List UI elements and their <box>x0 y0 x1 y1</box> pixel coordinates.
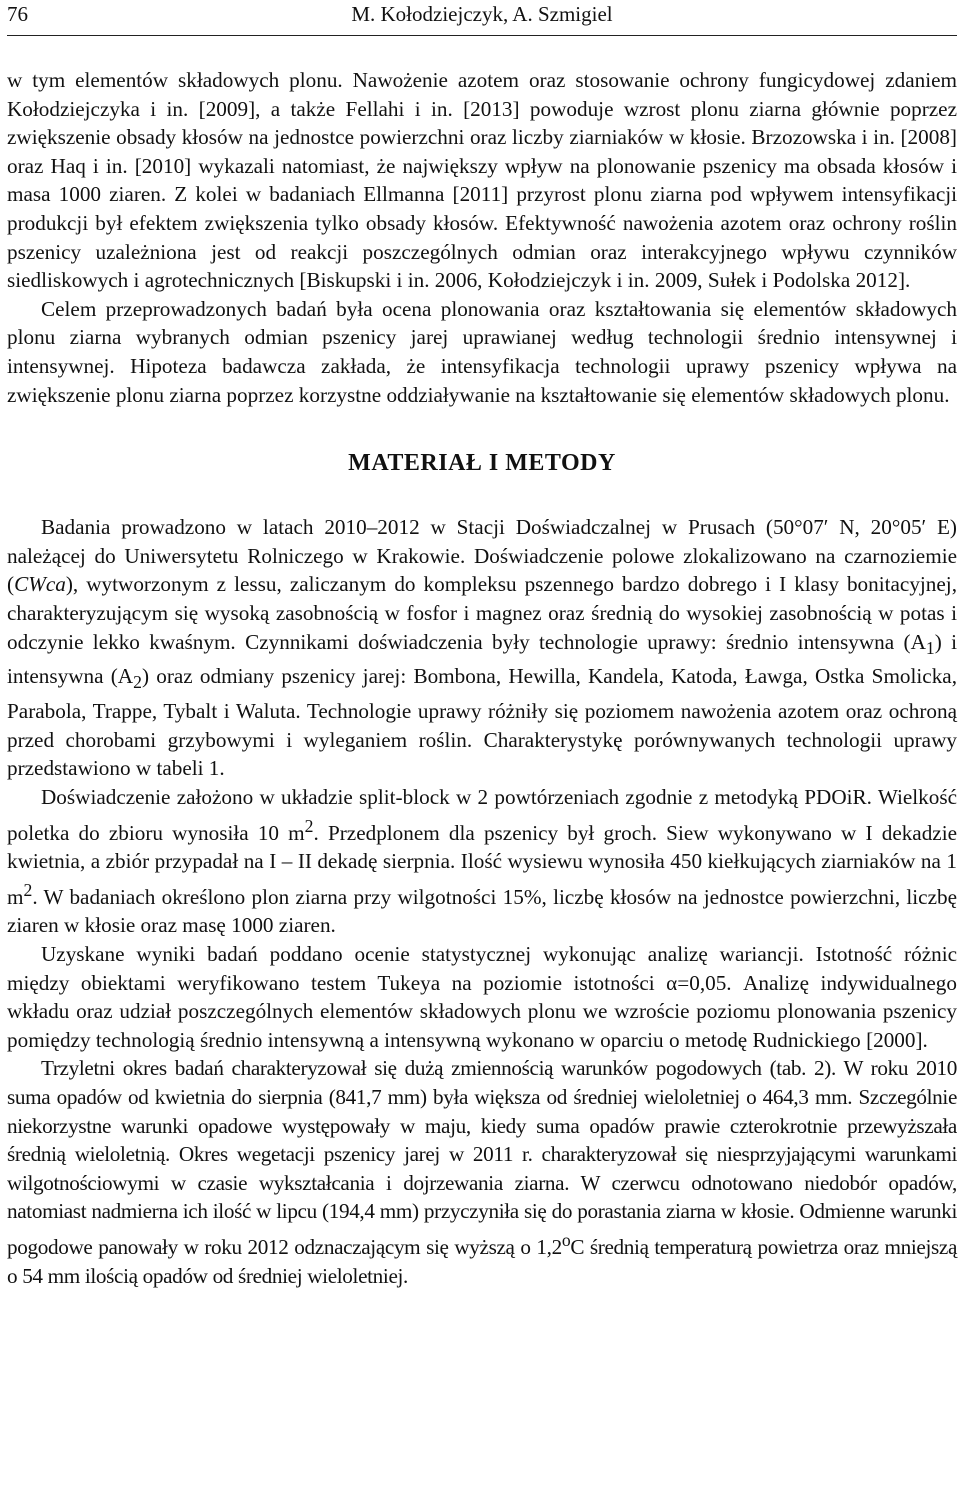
section-heading-methods: MATERIAŁ I METODY <box>348 450 616 477</box>
methods-p4-text-b: C średnią temperaturą powietrza oraz mniejszą o 54 mm ilością opadów od średniej wieloletniej. <box>7 1235 957 1288</box>
methods-p1-text-d: ) oraz odmiany pszenicy jarej: Bombona, Hewilla, Kandela, Katoda, Ławga, Ostka Smolicka, Parabola, Trappe, Tybalt i Waluta. Technologie uprawy różniły się poziomem nawożenia azotem oraz ochroną przed chorobami grzybowymi i wyleganiem roślin. Charakterystykę porównywanych technologii uprawy przedstawiono w tabeli 1. <box>7 664 958 781</box>
methods-p2-text-c: . W badaniach określono plon ziarna przy wilgotności 15%, liczbę kłosów na jednostce powierzchni, liczbę ziaren w kłosie oraz masę 1000 ziaren. <box>7 884 957 938</box>
methods-p1-text-b: ), wytworzonym z lessu, zaliczanym do kompleksu pszennego bardzo dobrego i I klasy bonitacyjnej, charakteryzującym się wysoką zasobnością w fosfor i magnez oraz średnią do wysokiej zasobnością w potas i odczynie lekko kwaśnym. Czynnikami doświadczenia były technologie uprawy: średnio intensywna (A <box>7 572 957 654</box>
superscript-m2-first: 2 <box>304 815 314 836</box>
methods-p2-text-a: Doświadczenie założono w układzie split-block w 2 powtórzeniach zgodnie z metodyką PDOiR. Wielkość poletka do zbioru wynosiła 10 m <box>7 784 957 845</box>
methods-p4-text-a: Trzyletni okres badań charakteryzował się dużą zmiennością warunków pogodowych (tab. 2). W roku 2010 suma opadów od kwietnia do sierpnia (841,7 mm) była większa od średniej wieloletniej o 464,3 mm. Szczególnie niekorzystne warunki opadowe występowały w maju, kiedy suma opadów prawie czterokrotnie przewyższała średnią wieloletnią. Okres wegetacji pszenicy jarej w 2011 r. charakteryzował się niesprzyjającymi warunkami wilgotnościowymi w czasie wykształcania i dojrzewania ziarna. W czerwcu odnotowano niedobór opadów, natomiast nadmierna ich ilość w lipcu (194,4 mm) przyczyniła się do porastania ziarna w kłosie. Odmienne warunki pogodowe panowały w roku 2012 odznaczającym się wyższą o 1,2 <box>7 1056 957 1260</box>
document-page <box>7 0 957 1290</box>
running-head-authors: M. Kołodziejczyk, A. Szmigiel <box>351 2 613 26</box>
subscript-a1: 1 <box>925 637 935 658</box>
methods-p1-text-a: Badania prowadzono w latach 2010–2012 w Stacji Doświadczalnej w Prusach (50°07′ N, 20°05′ E) należącej do Uniwersytetu Rolniczego w Krakowie. Doświadczenie polowe zlokalizowano na czarnoziemie ( <box>7 515 957 597</box>
methods-p2-text-b: . Przedplonem dla pszenicy był groch. Siew wykonywano w I dekadzie kwietnia, a zbiór przypadał na I – II dekadę sierpnia. Ilość wysiewu wynosiła 450 kiełkujących ziarniaków na 1 m <box>7 820 958 909</box>
methods-paragraph-1 <box>7 513 957 783</box>
superscript-m2-second: 2 <box>23 879 33 900</box>
soil-code: CWca <box>14 572 66 597</box>
methods-p1-text-c: ) i intensywna (A <box>7 629 957 689</box>
intro-paragraph-1: w tym elementów składowych plonu. Nawożenie azotem oraz stosowanie ochrony fungicydowej zdaniem Kołodziejczyka i in. [2009], a także Fellahi i in. [2013] powoduje wzrost plonu ziarna głównie poprzez zwiększenie obsady kłosów na jednostce powierzchni oraz liczby ziarniaków w kłosie. Brzozowska i in. [2008] oraz Haq i in. [2010] wykazali natomiast, że największy wpływ na plonowanie pszenicy ma obsada kłosów i masa 1000 ziaren. Z kolei w badaniach Ellmanna [2011] przyrost plonu ziarna pod wpływem intensyfikacji produkcji był efektem zwiększenia tylko obsady kłosów. Efektywność nawożenia azotem oraz ochrony roślin pszenicy uzależniona jest od reakcji poszczególnych odmian oraz interakcyjnego wpływu czynników siedliskowych i agrotechnicznych [Biskupski i in. 2006, Kołodziejczyk i in. 2009, Sułek i Podolska 2012]. <box>7 68 957 293</box>
intro-paragraph-2: Celem przeprowadzonych badań była ocena plonowania oraz kształtowania się elementów składowych plonu ziarna wybranych odmian pszenicy jarej uprawianej według technologii średnio intensywnej i intensywnej. Hipoteza badawcza zakłada, że intensyfikacja technologii uprawy pszenicy wpływa na zwiększenie plonu ziarna poprzez korzystne oddziaływanie na kształtowanie się elementów składowych plonu. <box>7 296 957 407</box>
running-head <box>7 0 957 32</box>
methods-paragraph-3: Uzyskane wyniki badań poddano ocenie statystycznej wykonując analizę wariancji. Istotność różnic między obiektami weryfikowano testem Tukeya na poziomie istotności α=0,05. Analizę indywidualnego wkładu oraz udział poszczególnych elementów składowych plonu we wzroście poziomu plonowania pszenicy pomiędzy technologią średnio intensywną a intensywną wykonano w oparciu o metodę Rudnickiego [2000]. <box>7 942 957 1052</box>
methods-paragraph-4 <box>7 1054 957 1290</box>
methods-paragraph-2 <box>7 783 957 940</box>
methods-text <box>7 513 957 1290</box>
superscript-degree: o <box>561 1229 571 1250</box>
subscript-a2: 2 <box>133 672 142 693</box>
header-rule <box>7 35 957 36</box>
introduction-text <box>7 66 957 409</box>
page-number: 76 <box>7 2 28 26</box>
